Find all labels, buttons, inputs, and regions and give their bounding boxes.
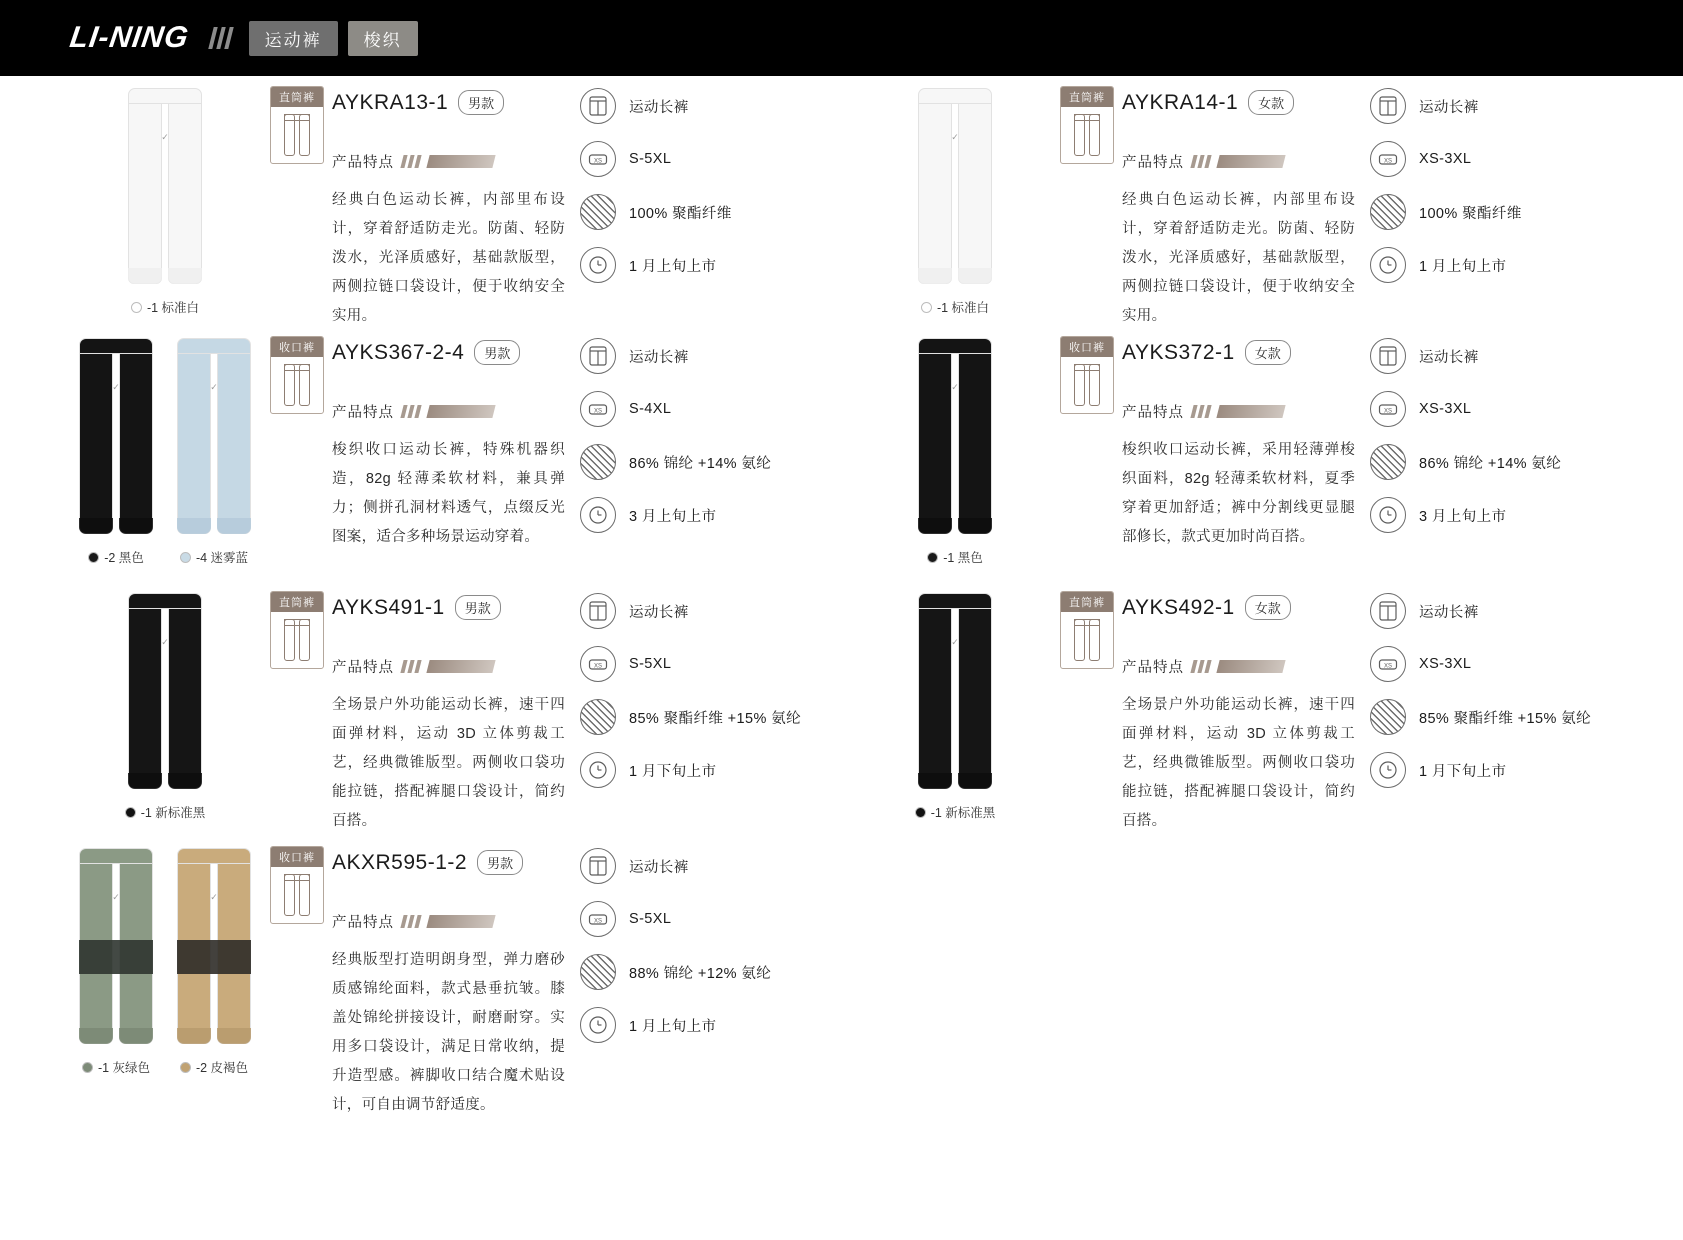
clock-icon xyxy=(580,752,616,788)
product-sheet xyxy=(0,76,1683,1240)
product-code: AYKS372-1 xyxy=(1122,340,1235,364)
product-image xyxy=(175,848,253,1044)
logo-mark-icon: ✓ xyxy=(161,637,169,647)
silhouette-label: 直筒裤 xyxy=(1061,592,1113,612)
gradient-accent-bar xyxy=(426,915,495,928)
svg-text:XS: XS xyxy=(1383,663,1393,670)
spec-row xyxy=(1370,752,1600,788)
color-label xyxy=(921,298,989,316)
features-title: 产品特点 xyxy=(332,915,394,931)
spec-text: 运动长裤 xyxy=(629,604,689,621)
logo-mark-icon: ✓ xyxy=(161,132,169,142)
product-silhouette xyxy=(270,330,332,566)
pants-outline-icon xyxy=(1074,114,1100,156)
size-icon xyxy=(1370,391,1406,427)
color-swatch-icon xyxy=(131,302,142,313)
gender-badge: 男款 xyxy=(477,850,523,875)
spec-text: 1 月下旬上市 xyxy=(1419,763,1507,780)
product-card[interactable] xyxy=(790,80,1580,331)
product-row xyxy=(0,330,1683,566)
gradient-accent-bar xyxy=(1216,155,1285,168)
spec-row xyxy=(1370,593,1600,629)
spec-row xyxy=(580,646,810,682)
spec-text: 运动长裤 xyxy=(629,349,689,366)
svg-text:XS: XS xyxy=(1383,158,1393,165)
spec-text: 88% 锦纶 +12% 氨纶 xyxy=(629,965,772,982)
silhouette-label: 收口裤 xyxy=(1061,337,1113,357)
features-title: 产品特点 xyxy=(332,660,394,676)
product-silhouette xyxy=(270,585,332,836)
color-swatch-icon xyxy=(927,552,938,563)
color-name: -1 新标准黑 xyxy=(930,806,996,820)
spec-row xyxy=(1370,699,1600,735)
spec-text: 85% 聚酯纤维 +15% 氨纶 xyxy=(1419,710,1591,727)
spec-row xyxy=(580,141,810,177)
slash-accent-icon xyxy=(402,155,420,168)
color-label xyxy=(88,548,144,566)
pants-outline-icon xyxy=(284,364,310,406)
features-title: 产品特点 xyxy=(332,155,394,171)
features-heading xyxy=(332,401,580,422)
color-name: -2 黑色 xyxy=(104,551,144,565)
product-colorway xyxy=(72,338,160,566)
clock-icon xyxy=(580,247,616,283)
spec-row xyxy=(1370,88,1600,124)
color-name: -1 新标准黑 xyxy=(140,806,206,820)
fabric-icon xyxy=(580,954,616,990)
features-heading xyxy=(1122,151,1370,172)
product-colorway xyxy=(72,848,160,1076)
product-images xyxy=(850,585,1060,836)
product-silhouette xyxy=(1060,80,1122,331)
spec-text: S-4XL xyxy=(629,401,672,417)
gradient-accent-bar xyxy=(426,155,495,168)
product-silhouette xyxy=(1060,330,1122,566)
brand-logo: LI-NING xyxy=(67,21,192,54)
features-title: 产品特点 xyxy=(1122,155,1184,171)
gradient-accent-bar xyxy=(1216,405,1285,418)
spec-text: 1 月上旬上市 xyxy=(1419,258,1507,275)
features-heading xyxy=(1122,656,1370,677)
gradient-accent-bar xyxy=(1216,660,1285,673)
product-info xyxy=(1122,585,1370,836)
product-images xyxy=(850,330,1060,566)
spec-row xyxy=(580,444,810,480)
product-specs xyxy=(580,585,810,836)
spec-row xyxy=(1370,497,1600,533)
product-image xyxy=(77,848,155,1044)
slash-accent-icon xyxy=(1192,660,1210,673)
spec-row xyxy=(580,88,810,124)
spec-row xyxy=(580,901,810,937)
spec-text: 3 月上旬上市 xyxy=(629,508,717,525)
spec-row xyxy=(1370,646,1600,682)
spec-text: 85% 聚酯纤维 +15% 氨纶 xyxy=(629,710,801,727)
slash-accent-icon xyxy=(402,405,420,418)
silhouette-label: 直筒裤 xyxy=(1061,87,1113,107)
spec-text: 运动长裤 xyxy=(629,99,689,116)
fabric-icon xyxy=(580,194,616,230)
features-heading xyxy=(332,911,580,932)
pants-icon xyxy=(580,88,616,124)
pants-icon xyxy=(580,338,616,374)
spec-row xyxy=(580,954,810,990)
spec-text: S-5XL xyxy=(629,911,672,927)
spec-row xyxy=(580,497,810,533)
logo-mark-icon: ✓ xyxy=(112,382,120,392)
product-info xyxy=(1122,330,1370,566)
product-description: 梭织收口运动长裤，特殊机器织造，82g 轻薄柔软材料，兼具弹力；侧拼孔洞材料透气，点缀反光图案，适合多种场景运动穿着。 xyxy=(332,442,565,545)
product-card[interactable] xyxy=(0,840,790,1120)
color-name: -2 皮褐色 xyxy=(195,1061,249,1075)
product-code: AYKRA13-1 xyxy=(332,90,449,114)
clock-icon xyxy=(580,1007,616,1043)
product-card[interactable] xyxy=(790,330,1580,566)
product-image xyxy=(77,338,155,534)
spec-row xyxy=(580,699,810,735)
product-images xyxy=(60,80,270,331)
size-icon xyxy=(1370,141,1406,177)
color-swatch-icon xyxy=(125,807,136,818)
pants-icon xyxy=(1370,338,1406,374)
color-swatch-icon xyxy=(88,552,99,563)
pants-outline-icon xyxy=(284,874,310,916)
product-info xyxy=(332,330,580,566)
spec-text: 100% 聚酯纤维 xyxy=(1419,205,1522,222)
product-card[interactable] xyxy=(0,330,790,566)
gender-badge: 男款 xyxy=(474,340,520,365)
product-description: 全场景户外功能运动长裤，速干四面弹材料，运动 3D 立体剪裁工艺，经典微锥版型。两侧收口袋功能拉链，搭配裤腿口袋设计，简约百搭。 xyxy=(1122,697,1355,829)
spec-text: 运动长裤 xyxy=(1419,604,1479,621)
product-card[interactable] xyxy=(790,585,1591,836)
product-info xyxy=(1122,80,1370,331)
svg-text:XS: XS xyxy=(593,918,603,925)
gender-badge: 男款 xyxy=(458,90,504,115)
spec-text: 86% 锦纶 +14% 氨纶 xyxy=(1419,455,1562,472)
svg-text:XS: XS xyxy=(593,408,603,415)
product-colorway xyxy=(121,88,209,316)
color-name: -1 黑色 xyxy=(943,551,983,565)
color-label xyxy=(180,1058,248,1076)
slash-accent-icon xyxy=(1192,405,1210,418)
size-icon xyxy=(580,141,616,177)
color-label xyxy=(180,548,248,566)
product-colorway xyxy=(121,593,209,821)
gradient-accent-bar xyxy=(426,660,495,673)
color-label xyxy=(131,298,199,316)
product-code: AYKS491-1 xyxy=(332,595,445,619)
features-heading xyxy=(1122,401,1370,422)
gender-badge: 男款 xyxy=(455,595,501,620)
silhouette-label: 收口裤 xyxy=(271,337,323,357)
product-specs xyxy=(580,840,810,1120)
logo-mark-icon: ✓ xyxy=(951,637,959,647)
clock-icon xyxy=(1370,497,1406,533)
pants-icon xyxy=(1370,88,1406,124)
pants-icon xyxy=(1370,593,1406,629)
gradient-accent-bar xyxy=(426,405,495,418)
silhouette-label: 直筒裤 xyxy=(271,87,323,107)
fabric-icon xyxy=(1370,194,1406,230)
color-swatch-icon xyxy=(915,807,926,818)
spec-text: XS-3XL xyxy=(1419,656,1472,672)
spec-row xyxy=(1370,141,1600,177)
product-code: AKXR595-1-2 xyxy=(332,850,468,874)
spec-text: S-5XL xyxy=(629,656,672,672)
product-images xyxy=(60,585,270,836)
product-colorway xyxy=(911,593,999,821)
logo-mark-icon: ✓ xyxy=(210,382,218,392)
slash-divider-icon xyxy=(211,27,231,49)
clock-icon xyxy=(1370,247,1406,283)
fabric-icon xyxy=(1370,699,1406,735)
color-swatch-icon xyxy=(82,1062,93,1073)
product-info xyxy=(332,80,580,331)
product-images xyxy=(60,330,270,566)
product-colorway xyxy=(170,848,258,1076)
pants-icon xyxy=(580,593,616,629)
product-info xyxy=(332,840,580,1120)
product-colorway xyxy=(170,338,258,566)
spec-text: 1 月下旬上市 xyxy=(629,763,717,780)
product-specs xyxy=(580,330,810,566)
color-name: -1 标准白 xyxy=(936,301,990,315)
logo-mark-icon: ✓ xyxy=(112,892,120,902)
spec-row xyxy=(1370,194,1600,230)
spec-row xyxy=(1370,247,1600,283)
product-code: AYKS492-1 xyxy=(1122,595,1235,619)
logo-mark-icon: ✓ xyxy=(951,132,959,142)
spec-row xyxy=(1370,444,1600,480)
spec-row xyxy=(580,1007,810,1043)
product-specs xyxy=(1370,330,1600,566)
spec-row xyxy=(580,848,810,884)
silhouette-label: 直筒裤 xyxy=(271,592,323,612)
color-swatch-icon xyxy=(180,552,191,563)
logo-mark-icon: ✓ xyxy=(951,382,959,392)
pants-outline-icon xyxy=(1074,619,1100,661)
gender-badge: 女款 xyxy=(1248,90,1294,115)
spec-text: 1 月上旬上市 xyxy=(629,258,717,275)
size-icon xyxy=(580,901,616,937)
spec-text: 86% 锦纶 +14% 氨纶 xyxy=(629,455,772,472)
product-row xyxy=(0,585,1683,836)
spec-text: 运动长裤 xyxy=(1419,99,1479,116)
product-card[interactable] xyxy=(0,80,790,331)
product-image xyxy=(126,593,204,789)
product-description: 经典白色运动长裤，内部里布设计，穿着舒适防走光。防菌、轻防泼水，光泽质感好，基础款版型，两侧拉链口袋设计，便于收纳安全实用。 xyxy=(332,192,565,324)
color-label xyxy=(82,1058,150,1076)
spec-text: 运动长裤 xyxy=(1419,349,1479,366)
product-image xyxy=(175,338,253,534)
features-title: 产品特点 xyxy=(1122,660,1184,676)
color-name: -4 迷雾蓝 xyxy=(195,551,249,565)
product-row xyxy=(0,80,1683,331)
color-swatch-icon xyxy=(180,1062,191,1073)
size-icon xyxy=(580,391,616,427)
silhouette-label: 收口裤 xyxy=(271,847,323,867)
color-label xyxy=(927,548,983,566)
product-image xyxy=(916,88,994,284)
logo-mark-icon: ✓ xyxy=(210,892,218,902)
product-code: AYKRA14-1 xyxy=(1122,90,1239,114)
color-name: -1 灰绿色 xyxy=(97,1061,151,1075)
product-specs xyxy=(580,80,810,331)
fabric-icon xyxy=(580,699,616,735)
svg-text:XS: XS xyxy=(593,663,603,670)
product-specs xyxy=(1370,80,1600,331)
features-title: 产品特点 xyxy=(1122,405,1184,421)
pants-outline-icon xyxy=(284,114,310,156)
svg-text:XS: XS xyxy=(593,158,603,165)
color-label xyxy=(125,803,206,821)
slash-accent-icon xyxy=(1192,155,1210,168)
spec-text: S-5XL xyxy=(629,151,672,167)
slash-accent-icon xyxy=(402,915,420,928)
slash-accent-icon xyxy=(402,660,420,673)
spec-row xyxy=(580,391,810,427)
product-images xyxy=(60,840,270,1120)
header-chip-material: 梭织 xyxy=(348,21,418,56)
color-label xyxy=(915,803,996,821)
clock-icon xyxy=(580,497,616,533)
fabric-icon xyxy=(580,444,616,480)
product-description: 经典版型打造明朗身型，弹力磨砂质感锦纶面料，款式悬垂抗皱。膝盖处锦纶拼接设计，耐磨耐穿。实用多口袋设计，满足日常收纳，提升造型感。裤脚收口结合魔术贴设计，可自由调节舒适度。 xyxy=(332,952,565,1113)
spec-text: 1 月上旬上市 xyxy=(629,1018,717,1035)
features-heading xyxy=(332,656,580,677)
product-description: 全场景户外功能运动长裤，速干四面弹材料，运动 3D 立体剪裁工艺，经典微锥版型。两侧收口袋功能拉链，搭配裤腿口袋设计，简约百搭。 xyxy=(332,697,565,829)
product-description: 梭织收口运动长裤，采用轻薄弹梭织面料，82g 轻薄柔软材料，夏季穿着更加舒适；裤中分割线更显腿部修长，款式更加时尚百搭。 xyxy=(1122,442,1355,545)
product-silhouette xyxy=(270,80,332,331)
spec-text: 运动长裤 xyxy=(629,859,689,876)
spec-row xyxy=(580,338,810,374)
product-images xyxy=(850,80,1060,331)
spec-row xyxy=(580,752,810,788)
gender-badge: 女款 xyxy=(1245,595,1291,620)
color-swatch-icon xyxy=(921,302,932,313)
fabric-icon xyxy=(1370,444,1406,480)
size-icon xyxy=(580,646,616,682)
product-silhouette xyxy=(1060,585,1122,836)
spec-row xyxy=(580,593,810,629)
gender-badge: 女款 xyxy=(1245,340,1291,365)
color-name: -1 标准白 xyxy=(146,301,200,315)
product-silhouette xyxy=(270,840,332,1120)
spec-text: XS-3XL xyxy=(1419,151,1472,167)
spec-row xyxy=(580,194,810,230)
spec-row xyxy=(1370,391,1600,427)
product-colorway xyxy=(911,88,999,316)
spec-text: 100% 聚酯纤维 xyxy=(629,205,732,222)
size-icon xyxy=(1370,646,1406,682)
features-heading xyxy=(332,151,580,172)
product-image xyxy=(916,593,994,789)
pants-icon xyxy=(580,848,616,884)
product-card[interactable] xyxy=(0,585,801,836)
header-chip-category: 运动裤 xyxy=(249,21,338,56)
pants-outline-icon xyxy=(284,619,310,661)
spec-row xyxy=(1370,338,1600,374)
svg-text:XS: XS xyxy=(1383,408,1393,415)
product-code: AYKS367-2-4 xyxy=(332,340,465,364)
spec-text: 3 月上旬上市 xyxy=(1419,508,1507,525)
product-colorway xyxy=(911,338,999,566)
features-title: 产品特点 xyxy=(332,405,394,421)
product-image xyxy=(916,338,994,534)
pants-outline-icon xyxy=(1074,364,1100,406)
product-info xyxy=(332,585,580,836)
product-image xyxy=(126,88,204,284)
spec-row xyxy=(580,247,810,283)
product-row xyxy=(0,840,1683,1120)
product-specs xyxy=(1370,585,1600,836)
product-description: 经典白色运动长裤，内部里布设计，穿着舒适防走光。防菌、轻防泼水，光泽质感好，基础款版型，两侧拉链口袋设计，便于收纳安全实用。 xyxy=(1122,192,1355,324)
page-header xyxy=(0,0,1683,76)
spec-text: XS-3XL xyxy=(1419,401,1472,417)
clock-icon xyxy=(1370,752,1406,788)
